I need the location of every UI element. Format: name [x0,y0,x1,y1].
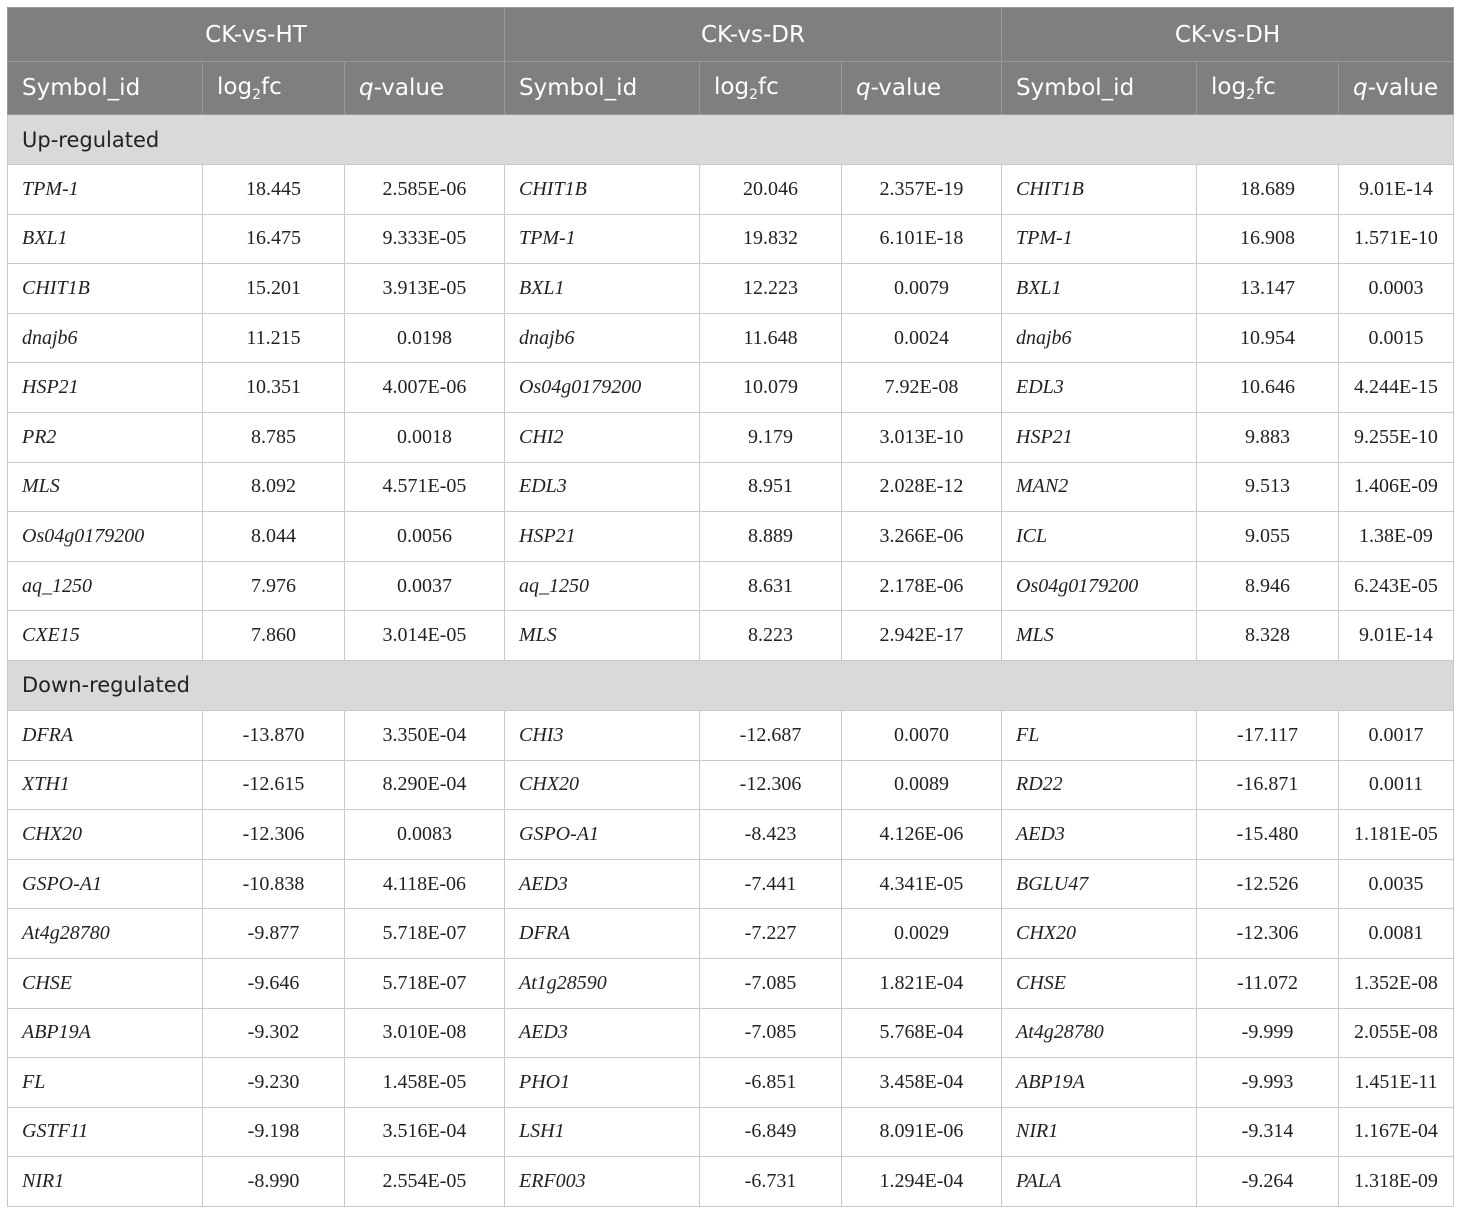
log2fc-cell: -9.877 [203,909,345,959]
log2fc-cell: 9.179 [700,412,842,462]
column-header-log2fc: $\log_2fc$ [203,62,345,115]
gene-symbol-cell: TPM-1 [1002,214,1197,264]
gene-symbol-cell: CHX20 [8,810,203,860]
q-value-cell: 0.0081 [1339,909,1454,959]
table-row [8,909,1454,959]
column-header-symbol-id: Symbol_id [8,62,203,115]
group-header-ck-vs-dh: CK-vs-DH [1002,8,1454,62]
log2fc-cell: 20.046 [700,165,842,215]
deg-table [7,7,1454,1207]
q-value-cell: 0.0079 [842,264,1002,314]
gene-symbol-cell: MLS [505,611,700,661]
gene-symbol-cell: GSPO-A1 [8,859,203,909]
gene-symbol-cell: EDL3 [1002,363,1197,413]
log2fc-cell: 10.351 [203,363,345,413]
gene-symbol-cell: XTH1 [8,760,203,810]
q-value-cell: 3.266E-06 [842,512,1002,562]
column-header-log2fc: $\log_2fc$ [1197,62,1339,115]
table-row [8,363,1454,413]
gene-symbol-cell: MAN2 [1002,462,1197,512]
gene-symbol-cell: TPM-1 [8,165,203,215]
log2fc-cell: -6.851 [700,1058,842,1108]
section-title: Up-regulated [8,115,1454,165]
log2fc-cell: -12.306 [203,810,345,860]
gene-symbol-cell: At4g28780 [1002,1008,1197,1058]
log2fc-cell: -12.687 [700,710,842,760]
q-value-cell: 5.768E-04 [842,1008,1002,1058]
table-row [8,958,1454,1008]
log2fc-cell: 8.951 [700,462,842,512]
gene-symbol-cell: aq_1250 [8,561,203,611]
log2fc-cell: -12.306 [1197,909,1339,959]
gene-symbol-cell: RD22 [1002,760,1197,810]
gene-symbol-cell: CHX20 [505,760,700,810]
log2fc-cell: -13.870 [203,710,345,760]
log2fc-cell: -17.117 [1197,710,1339,760]
table-row [8,512,1454,562]
log2fc-cell: 10.954 [1197,313,1339,363]
section-row [8,115,1454,165]
log2fc-cell: 10.079 [700,363,842,413]
table-row [8,313,1454,363]
group-header-row [8,8,1454,62]
table-row [8,810,1454,860]
q-value-cell: 6.101E-18 [842,214,1002,264]
q-value-cell: 4.244E-15 [1339,363,1454,413]
gene-symbol-cell: MLS [8,462,203,512]
q-value-cell: 2.055E-08 [1339,1008,1454,1058]
log2fc-cell: 16.475 [203,214,345,264]
q-value-cell: 1.458E-05 [345,1058,505,1108]
gene-symbol-cell: NIR1 [8,1157,203,1207]
log2fc-cell: -12.306 [700,760,842,810]
log2fc-cell: -9.198 [203,1107,345,1157]
column-header-q-value: q-value [1339,62,1454,115]
q-value-cell: 0.0018 [345,412,505,462]
q-value-cell: 9.333E-05 [345,214,505,264]
q-value-cell: 3.014E-05 [345,611,505,661]
log2fc-cell: 9.513 [1197,462,1339,512]
log2fc-cell: 16.908 [1197,214,1339,264]
log2fc-cell: 12.223 [700,264,842,314]
q-value-cell: 0.0015 [1339,313,1454,363]
gene-symbol-cell: ABP19A [8,1008,203,1058]
q-value-cell: 4.571E-05 [345,462,505,512]
q-value-cell: 1.38E-09 [1339,512,1454,562]
table-row [8,264,1454,314]
q-value-cell: 6.243E-05 [1339,561,1454,611]
log2fc-cell: -9.999 [1197,1008,1339,1058]
gene-symbol-cell: GSTF11 [8,1107,203,1157]
table-row [8,214,1454,264]
q-value-cell: 0.0198 [345,313,505,363]
log2fc-cell: -9.314 [1197,1107,1339,1157]
table-row [8,710,1454,760]
gene-symbol-cell: GSPO-A1 [505,810,700,860]
log2fc-cell: 8.223 [700,611,842,661]
q-value-cell: 3.013E-10 [842,412,1002,462]
gene-symbol-cell: HSP21 [8,363,203,413]
gene-symbol-cell: BGLU47 [1002,859,1197,909]
log2fc-cell: -9.993 [1197,1058,1339,1108]
log2fc-cell: -7.085 [700,1008,842,1058]
q-value-cell: 2.357E-19 [842,165,1002,215]
log2fc-cell: -8.990 [203,1157,345,1207]
log2fc-cell: -8.423 [700,810,842,860]
log2fc-cell: 15.201 [203,264,345,314]
q-value-cell: 5.718E-07 [345,909,505,959]
gene-symbol-cell: dnajb6 [1002,313,1197,363]
q-value-cell: 0.0083 [345,810,505,860]
q-value-cell: 0.0037 [345,561,505,611]
q-value-cell: 0.0089 [842,760,1002,810]
table-row [8,412,1454,462]
gene-symbol-cell: FL [1002,710,1197,760]
log2fc-cell: -9.264 [1197,1157,1339,1207]
log2fc-cell: 8.889 [700,512,842,562]
gene-symbol-cell: Os04g0179200 [1002,561,1197,611]
gene-symbol-cell: aq_1250 [505,561,700,611]
gene-symbol-cell: ABP19A [1002,1058,1197,1108]
q-value-cell: 0.0011 [1339,760,1454,810]
q-value-cell: 8.290E-04 [345,760,505,810]
gene-symbol-cell: BXL1 [8,214,203,264]
q-value-cell: 0.0029 [842,909,1002,959]
gene-symbol-cell: PALA [1002,1157,1197,1207]
gene-symbol-cell: CHIT1B [1002,165,1197,215]
log2fc-cell: -16.871 [1197,760,1339,810]
table-row [8,462,1454,512]
q-value-cell: 1.167E-04 [1339,1107,1454,1157]
log2fc-cell: 18.689 [1197,165,1339,215]
table-row [8,561,1454,611]
log2fc-cell: -9.302 [203,1008,345,1058]
gene-symbol-cell: PHO1 [505,1058,700,1108]
gene-symbol-cell: Os04g0179200 [505,363,700,413]
q-value-cell: 1.571E-10 [1339,214,1454,264]
q-value-cell: 2.028E-12 [842,462,1002,512]
q-value-cell: 9.255E-10 [1339,412,1454,462]
gene-symbol-cell: dnajb6 [8,313,203,363]
section-title: Down-regulated [8,660,1454,710]
gene-symbol-cell: CHI2 [505,412,700,462]
column-header-row [8,62,1454,115]
gene-symbol-cell: CHSE [1002,958,1197,1008]
column-header-q-value: q-value [842,62,1002,115]
gene-symbol-cell: DFRA [8,710,203,760]
table-row [8,1008,1454,1058]
q-value-cell: 3.010E-08 [345,1008,505,1058]
q-value-cell: 9.01E-14 [1339,611,1454,661]
gene-symbol-cell: FL [8,1058,203,1108]
section-row [8,660,1454,710]
log2fc-cell: 8.631 [700,561,842,611]
q-value-cell: 2.942E-17 [842,611,1002,661]
gene-symbol-cell: CHX20 [1002,909,1197,959]
gene-symbol-cell: HSP21 [1002,412,1197,462]
log2fc-cell: 8.044 [203,512,345,562]
column-header-symbol-id: Symbol_id [505,62,700,115]
log2fc-cell: 7.976 [203,561,345,611]
gene-symbol-cell: At1g28590 [505,958,700,1008]
q-value-cell: 9.01E-14 [1339,165,1454,215]
log2fc-cell: 8.328 [1197,611,1339,661]
q-value-cell: 4.126E-06 [842,810,1002,860]
q-value-cell: 3.458E-04 [842,1058,1002,1108]
gene-symbol-cell: CXE15 [8,611,203,661]
q-value-cell: 2.554E-05 [345,1157,505,1207]
log2fc-cell: -6.731 [700,1157,842,1207]
log2fc-cell: -12.615 [203,760,345,810]
q-value-cell: 1.451E-11 [1339,1058,1454,1108]
q-value-cell: 1.821E-04 [842,958,1002,1008]
q-value-cell: 0.0017 [1339,710,1454,760]
q-value-cell: 4.007E-06 [345,363,505,413]
log2fc-cell: -7.085 [700,958,842,1008]
gene-symbol-cell: BXL1 [505,264,700,314]
q-value-cell: 0.0056 [345,512,505,562]
q-value-cell: 2.585E-06 [345,165,505,215]
q-value-cell: 1.318E-09 [1339,1157,1454,1207]
table-row [8,760,1454,810]
gene-symbol-cell: BXL1 [1002,264,1197,314]
q-value-cell: 7.92E-08 [842,363,1002,413]
table-row [8,611,1454,661]
table-row [8,859,1454,909]
q-value-cell: 3.350E-04 [345,710,505,760]
gene-symbol-cell: AED3 [505,859,700,909]
group-header-ck-vs-dr: CK-vs-DR [505,8,1002,62]
column-header-symbol-id: Symbol_id [1002,62,1197,115]
log2fc-cell: -7.227 [700,909,842,959]
column-header-q-value: q-value [345,62,505,115]
q-value-cell: 3.913E-05 [345,264,505,314]
log2fc-cell: -9.230 [203,1058,345,1108]
log2fc-cell: -11.072 [1197,958,1339,1008]
gene-symbol-cell: EDL3 [505,462,700,512]
q-value-cell: 8.091E-06 [842,1107,1002,1157]
group-header-ck-vs-ht: CK-vs-HT [8,8,505,62]
log2fc-cell: -6.849 [700,1107,842,1157]
q-value-cell: 0.0003 [1339,264,1454,314]
gene-symbol-cell: At4g28780 [8,909,203,959]
q-value-cell: 3.516E-04 [345,1107,505,1157]
table-body [8,115,1454,1207]
gene-symbol-cell: CHSE [8,958,203,1008]
gene-symbol-cell: CHI3 [505,710,700,760]
log2fc-cell: -7.441 [700,859,842,909]
log2fc-cell: 11.648 [700,313,842,363]
log2fc-cell: 8.785 [203,412,345,462]
log2fc-cell: -9.646 [203,958,345,1008]
log2fc-cell: -15.480 [1197,810,1339,860]
log2fc-cell: -10.838 [203,859,345,909]
gene-symbol-cell: LSH1 [505,1107,700,1157]
gene-symbol-cell: PR2 [8,412,203,462]
q-value-cell: 5.718E-07 [345,958,505,1008]
q-value-cell: 1.294E-04 [842,1157,1002,1207]
q-value-cell: 4.341E-05 [842,859,1002,909]
q-value-cell: 0.0024 [842,313,1002,363]
q-value-cell: 4.118E-06 [345,859,505,909]
q-value-cell: 0.0070 [842,710,1002,760]
gene-symbol-cell: NIR1 [1002,1107,1197,1157]
gene-symbol-cell: AED3 [1002,810,1197,860]
log2fc-cell: 9.055 [1197,512,1339,562]
gene-symbol-cell: MLS [1002,611,1197,661]
gene-symbol-cell: ICL [1002,512,1197,562]
q-value-cell: 1.181E-05 [1339,810,1454,860]
gene-symbol-cell: dnajb6 [505,313,700,363]
log2fc-cell: 8.946 [1197,561,1339,611]
column-header-log2fc: $\log_2fc$ [700,62,842,115]
log2fc-cell: 19.832 [700,214,842,264]
table-row [8,1157,1454,1207]
q-value-cell: 1.406E-09 [1339,462,1454,512]
log2fc-cell: 7.860 [203,611,345,661]
q-value-cell: 1.352E-08 [1339,958,1454,1008]
gene-symbol-cell: ERF003 [505,1157,700,1207]
gene-symbol-cell: CHIT1B [505,165,700,215]
log2fc-cell: 9.883 [1197,412,1339,462]
gene-symbol-cell: DFRA [505,909,700,959]
gene-symbol-cell: HSP21 [505,512,700,562]
log2fc-cell: 13.147 [1197,264,1339,314]
q-value-cell: 0.0035 [1339,859,1454,909]
q-value-cell: 2.178E-06 [842,561,1002,611]
log2fc-cell: 18.445 [203,165,345,215]
gene-symbol-cell: Os04g0179200 [8,512,203,562]
table-row [8,1058,1454,1108]
log2fc-cell: 10.646 [1197,363,1339,413]
table-row [8,1107,1454,1157]
log2fc-cell: -12.526 [1197,859,1339,909]
gene-symbol-cell: CHIT1B [8,264,203,314]
gene-symbol-cell: TPM-1 [505,214,700,264]
gene-symbol-cell: AED3 [505,1008,700,1058]
log2fc-cell: 11.215 [203,313,345,363]
log2fc-cell: 8.092 [203,462,345,512]
table-row [8,165,1454,215]
